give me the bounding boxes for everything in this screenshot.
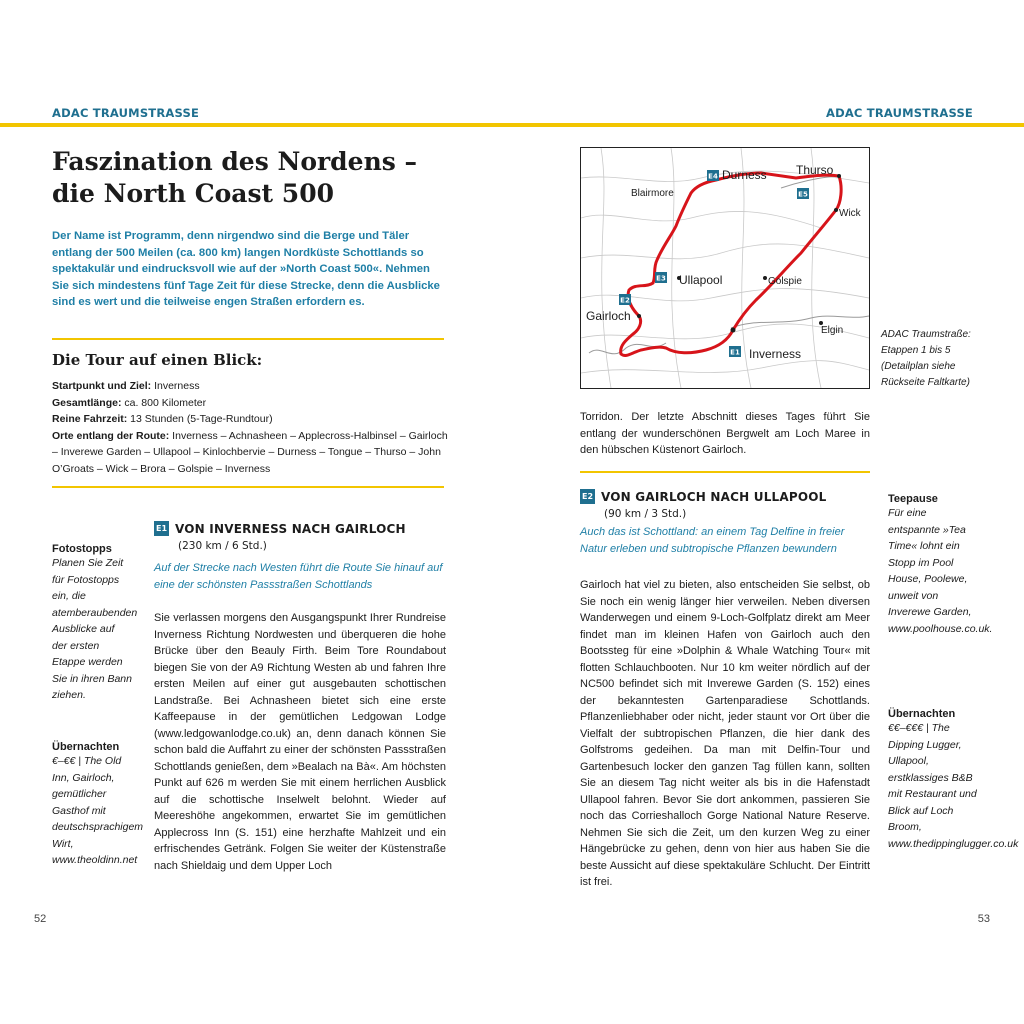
tour-fact-time: Reine Fahrzeit: 13 Stunden (5-Tage-Rundtour) (52, 413, 273, 425)
route-map (580, 147, 870, 389)
stage1-title: VON INVERNESS NACH GAIRLOCH (175, 521, 406, 536)
sidebar-uebernachten-right (888, 708, 1019, 852)
sidebar-uebernachten-left (52, 741, 144, 869)
map-label-golspie: Golspie (768, 276, 802, 287)
lead-paragraph: Der Name ist Programm, denn nirgendwo sind die Berge und Täler entlang der 500 Meilen (ca. 800 km) langen Nordküste Schottlands so spektakulär und eindrucksvoll wie auf der »North Coast 500«. Nehmen Sie sich mindestens fünf Tage Zeit für diese Strecke, denn die Ausblicke sind es wert und die teilweise engen Straßen erfordern es. (52, 230, 440, 308)
stage2-body: Gairloch hat viel zu bieten, also entscheiden Sie selbst, ob Sie noch ein wenig länger hier verweilen. Neben diversen Wanderwegen und einem 9-Loch-Golfplatz direkt am Meer findet man im kleinen Hafen von Gairloch auch den Bootssteg für eine »Dolphin & Whale Watching Tour« mit flotten Schlauchbooten. Nur 10 km weiter nördlich auf der NC500 befindet sich mit Inverewe Garden (S. 152) eines der bekanntesten Gartenparadiese Schottlands. Pflanzenliebhaber oder nicht, jeder staunt vor Ort über die Vielfalt der subtropischen Pflanzen, die hier dank des Golfstroms gedeihen. Da man mit Delfin-Tour und Gartenbesuch locker den ganzen Tag füllen kann, sollten Sie an diesem Tag nicht weiter als bis in die Hafenstadt Ullapool fahren. Bevor Sie dort ankommen, passieren Sie noch das Corrieshalloch Gorge National Nature Reserve. Nehmen Sie sich die Zeit, um den kurzen Weg zu einer Hängebrücke zu gehen, denn von hier aus haben Sie die beste Aussicht auf diese spektakuläre Schlucht. Der Eintritt ist frei. (580, 579, 870, 888)
stage2-title: VON GAIRLOCH NACH ULLAPOOL (601, 489, 827, 504)
tour-heading: Die Tour auf einen Blick: (52, 351, 263, 369)
uebernachten-heading-right: Übernachten (888, 708, 956, 720)
route-map-svg (581, 148, 869, 388)
stage2-section (580, 488, 870, 891)
map-stage-e4: E4 (708, 172, 718, 181)
map-label-inverness: Inverness (749, 347, 802, 361)
stage1-distance: (230 km / 6 Std.) (178, 540, 267, 552)
map-stage-e2: E2 (620, 296, 630, 305)
stage1-section (154, 520, 446, 874)
stage2-distance: (90 km / 3 Std.) (604, 508, 687, 520)
uebernachten-heading-left: Übernachten (52, 741, 120, 753)
stage1-intro: Auf der Strecke nach Westen führt die Route Sie hinauf auf eine der schönsten Passstraßen Schottlands (154, 562, 443, 591)
teepause-heading: Teepause (888, 493, 938, 505)
stage2-intro: Auch das ist Schottland: an einem Tag Delfine in freier Natur erleben und subtropische Pflanzen bewundern (580, 526, 845, 555)
map-label-gairloch: Gairloch (586, 309, 631, 323)
map-label-elgin: Elgin (821, 325, 844, 336)
tour-rule-bottom (52, 486, 444, 488)
map-caption: ADAC Traumstraße: Etappen 1 bis 5 (Detailplan siehe Rückseite Faltkarte) (881, 329, 971, 388)
fotostopps-text: Planen Sie Zeit für Fotostopps ein, die atemberaubenden Ausblicke auf der ersten Etappe werden Sie in ihren Bann ziehen. (52, 557, 138, 701)
sidebar-teepause (888, 493, 993, 637)
uebernachten-text-right: €€–€€€ | The Dipping Lugger, Ullapool, erstklassiges B&B mit Restaurant und Blick auf Loch Broom, www.thedippinglugger.co.uk (888, 722, 1019, 850)
sidebar-fotostopps (52, 543, 138, 704)
fotostopps-heading: Fotostopps (52, 543, 112, 555)
map-label-ullapool: Ullapool (679, 273, 723, 287)
stage1-continuation: Torridon. Der letzte Abschnitt dieses Tages führt Sie entlang der wunderschönen Bergwelt am Loch Maree in den hübschen Küstenort Gairloch. (580, 411, 870, 456)
teepause-text: Für eine entspannte »Tea Time« lohnt ein Stopp im Pool House, Poolewe, unweit von Inverewe Garden, www.poolhouse.co.uk. (888, 507, 993, 635)
header-rule (0, 123, 1024, 127)
running-header-right: ADAC TRAUMSTRASSE (825, 106, 973, 120)
tour-fact-places: Orte entlang der Route: Inverness – Achnasheen – Applecross-Halbinsel – Gairloch – Inverewe Garden – Ullapool – Kinlochbervie – Durness – Tongue – Thurso – John O’Groats – Wick – Brora – Golspie – Inverness (52, 429, 448, 475)
uebernachten-text-left: €–€€ | The Old Inn, Gairloch, gemütlicher Gasthof mit deutschsprachigem Wirt, www.theoldinn.net (52, 755, 144, 866)
map-label-durness: Durness (722, 168, 767, 182)
map-label-blairmore: Blairmore (631, 188, 674, 199)
map-stage-e3: E3 (656, 274, 666, 283)
stage2-badge: E2 (580, 489, 595, 504)
map-stage-e5: E5 (798, 190, 808, 199)
map-label-wick: Wick (839, 208, 861, 219)
tour-rule-top (52, 338, 444, 340)
map-label-thurso: Thurso (796, 163, 834, 177)
stage1-body: Sie verlassen morgens den Ausgangspunkt Ihrer Rundreise Inverness Richtung Nordwesten und überqueren die hohe Brücke über den Beauly Firth. Beim Tore Roundabout biegen Sie von der A9 Richtung Westen ab und fahren Ihre ersten Meilen auf einer gut ausgebauten schottischen Landstraße. Bei Achnasheen bietet sich eine erste Kaffeepause in der gemütlichen Ledgowan Lodge (www.ledgowanlodge.co.uk) an, denn danach können Sie schon bald die Auffahrt zu einer der schönsten Passstraßen Schottlands genießen, dem »Bealach na Bà«. Am höchsten Punkt auf 626 m werden Sie mit einem herrlichen Ausblick auf die schottische Inselwelt belohnt. Wieder auf Meereshöhe angekommen, erwartet Sie im gemütlichen Applecross Inn (S. 151) eine herzhafte Mahlzeit und ein erfrischendes Getränk. Folgen Sie weiter der Küstenstraße nach Shieldaig und dem Upper Loch (154, 612, 446, 872)
tour-facts (52, 378, 452, 477)
stage1-badge: E1 (154, 521, 169, 536)
route-line (621, 173, 844, 355)
title-line-1: Faszination des Nordens – (52, 147, 418, 176)
tour-fact-start: Startpunkt und Ziel: Inverness (52, 380, 200, 392)
map-stage-e1: E1 (730, 348, 740, 357)
running-header-left: ADAC TRAUMSTRASSE (52, 106, 200, 120)
page-number-right: 53 (977, 913, 990, 925)
stage1-heading (154, 520, 446, 538)
stage2-rule (580, 471, 870, 473)
article-title (52, 146, 452, 210)
title-line-2: die North Coast 500 (52, 179, 334, 208)
tour-fact-length: Gesamtlänge: ca. 800 Kilometer (52, 396, 207, 409)
page-number-left: 52 (34, 913, 47, 925)
stage2-heading (580, 488, 870, 506)
